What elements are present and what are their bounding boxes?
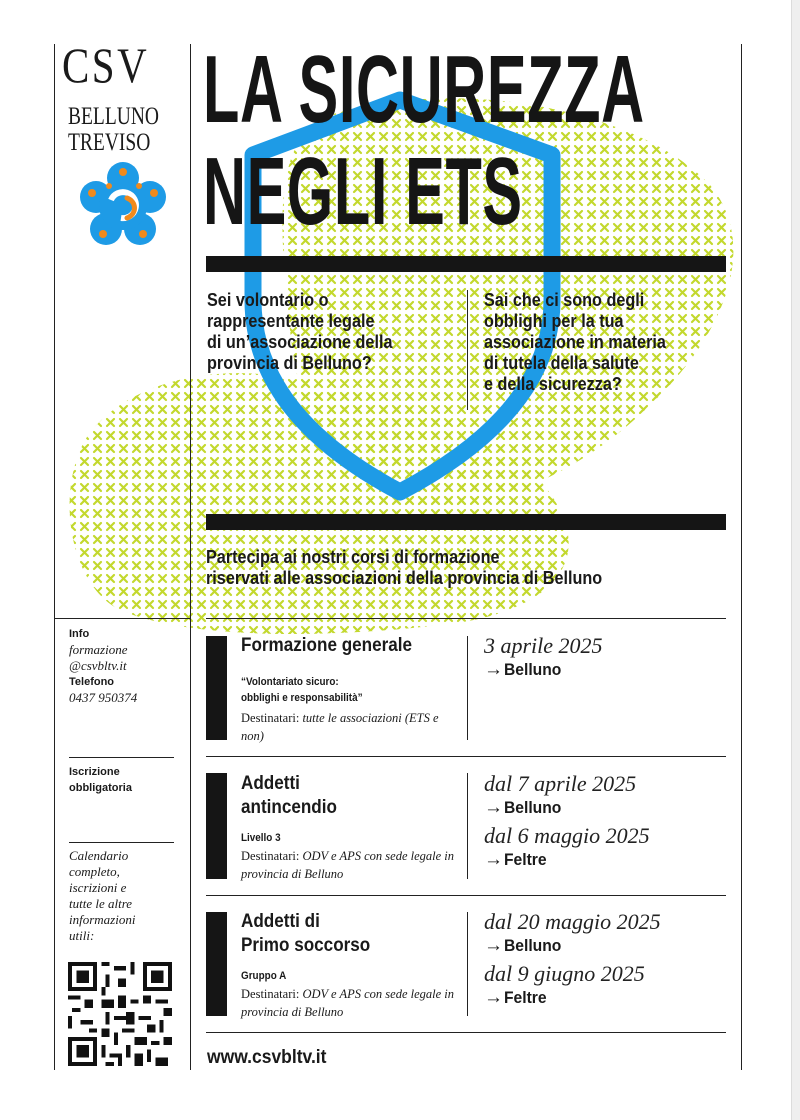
email-text: formazione (69, 642, 128, 657)
poster-title-line2: NEGLI ETS (203, 138, 523, 245)
intro-bar (206, 514, 726, 530)
intro-text: Partecipa ai nostri corsi di formazione riservati alle associazioni della provincia di Belluno (206, 547, 603, 588)
arrow-right-icon: → (484, 797, 503, 818)
course-title: Primo soccorso (241, 935, 371, 956)
course-separator-3 (206, 895, 726, 896)
qr-code-icon[interactable] (68, 962, 172, 1066)
course-date: dal 7 aprile 2025 (484, 771, 637, 796)
sidebar-info: Info formazione @csvbltv.it Telefono 0437 950374 (69, 628, 138, 705)
course-title: Formazione generale (241, 635, 413, 656)
left-border-line (54, 44, 55, 1070)
sidebar-line-2 (69, 757, 174, 758)
poster-title-line1: LA SICUREZZA (203, 36, 645, 143)
course-recipients: Destinatari: ODV e APS con sede legale in provincia di Belluno (241, 849, 455, 881)
course-date: dal 6 maggio 2025 (484, 823, 650, 848)
logo-city-belluno: BELLUNO (68, 103, 159, 130)
arrow-right-icon: → (484, 849, 503, 870)
title-underline-bar (206, 256, 726, 272)
website-link[interactable]: www.csvbltv.it (207, 1047, 327, 1068)
course-date: dal 9 giugno 2025 (484, 961, 645, 986)
course-location: →Feltre (484, 987, 547, 1008)
sidebar-top-line (54, 618, 191, 619)
course-location: →Belluno (484, 797, 562, 818)
page-edge (791, 0, 800, 1120)
course-date-divider (467, 773, 468, 879)
sidebar-line-3 (69, 842, 174, 843)
course-title: antincendio (241, 797, 337, 818)
course-location: →Belluno (484, 659, 562, 680)
sidebar-calendar-text: Calendario completo, iscrizioni e tutte le altre informazioni utili: (69, 848, 136, 943)
course-date-divider (467, 636, 468, 740)
arrow-right-icon: → (484, 659, 503, 680)
course-date: dal 20 maggio 2025 (484, 909, 661, 934)
course-location: →Belluno (484, 935, 562, 956)
sidebar-iscrizione: Iscrizione obbligatoria (69, 766, 132, 794)
course-date-divider (467, 912, 468, 1016)
course-subtitle: obblighi e responsabilità” (241, 692, 363, 704)
arrow-right-icon: → (484, 987, 503, 1008)
course-separator-2 (206, 756, 726, 757)
course-recipients: Destinatari: ODV e APS con sede legale in provincia di Belluno (241, 987, 455, 1019)
logo-city-treviso: TREVISO (68, 129, 151, 156)
right-border-line (741, 44, 742, 1070)
column-divider-line (190, 44, 191, 1070)
course-subtitle: “Volontariato sicuro: (241, 676, 339, 688)
questions-divider (467, 290, 468, 410)
question-left: Sei volontario o rappresentante legale di un’associazione della provincia di Belluno? (207, 290, 393, 373)
course-marker-bar (206, 636, 227, 740)
course-subtitle: Livello 3 (241, 832, 281, 844)
course-title: Addetti (241, 773, 300, 794)
course-separator-1 (206, 618, 726, 619)
logo-csv-text: CSV (62, 37, 150, 93)
course-date: 3 aprile 2025 (484, 633, 603, 658)
course-subtitle: Gruppo A (241, 970, 287, 982)
question-right: Sai che ci sono degli obblighi per la tua associazione in materia di tutela della salute e della sicurezza? (484, 290, 666, 394)
course-separator-4 (206, 1032, 726, 1033)
phone-text: 0437 950374 (69, 690, 138, 705)
course-recipients: Destinatari: tutte le associazioni (ETS e non) (241, 711, 439, 743)
course-title: Addetti di (241, 911, 320, 932)
csv-flower-logo-icon (66, 160, 180, 250)
course-marker-bar (206, 912, 227, 1016)
course-location: →Feltre (484, 849, 547, 870)
course-marker-bar (206, 773, 227, 879)
arrow-right-icon: → (484, 935, 503, 956)
